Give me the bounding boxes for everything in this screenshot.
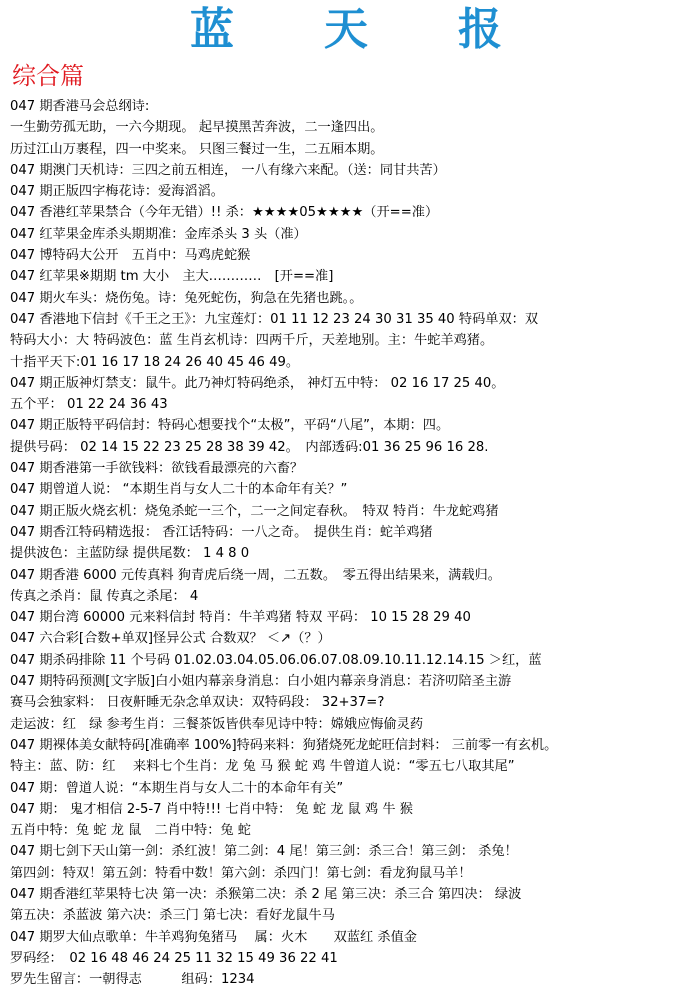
text-line: 第四剑：特双！第五剑：特看中数！第六剑：杀四门！第七剑：看龙狗鼠马羊！ (10, 865, 472, 881)
text-line: 047 期香港马会总纲诗: (10, 99, 150, 114)
text-line: 047 期曾道人说： “本期生肖与女人二十的本命年有关？” (10, 482, 348, 498)
text-line: 047 期火车头：烧伤兔。诗：兔死蛇伤，狗急在先猪也跳。。 (10, 290, 363, 306)
text-line: 047 期台湾 60000 元来料信封 特肖：牛羊鸡猪 特双 平码： 10 15 28 29 40 (10, 610, 471, 626)
text-line: 047 六合彩[合数+单双]怪异公式 合数双？ ＜↗（？） (10, 631, 331, 647)
text-line: 罗码经： 02 16 48 46 24 25 11 32 15 49 36 22 41 (10, 950, 338, 966)
text-line: 047 期正版特平码信封：特码心想要找个“太极”，平码“八尾”，本期：四。 (10, 418, 450, 434)
masthead-char-3: 报 (458, 4, 502, 55)
text-line: 第五决：杀蓝波 第六决：杀三门 第七决：看好龙鼠牛马 (10, 908, 335, 924)
text-line: 047 期：曾道人说：“本期生肖与女人二十的本命年有关” (10, 780, 344, 796)
newspaper-masthead (0, 4, 692, 56)
text-line: 047 期罗大仙点歌单：牛羊鸡狗兔猪马 属：火木 双蓝红 杀值金 (10, 929, 417, 945)
text-line: 五肖中特：兔 蛇 龙 鼠 二肖中特：兔 蛇 (10, 823, 251, 839)
text-line: 赛马会独家料： 日夜鼾睡无杂念单双诀：双特码段： 32+37=? (10, 695, 385, 711)
text-line: 一生勤劳孤无助，一六今期现。 起早摸黑苦奔波，二一逢四出。 (10, 120, 384, 136)
text-line: 十指平天下:01 16 17 18 24 26 40 45 46 49。 (10, 354, 300, 370)
text-line: 047 期澳门天机诗：三四之前五相连， 一八有缘六来配。（送：同甘共苦） (10, 162, 446, 178)
text-line: 047 期香港第一手欲钱料：欲钱看最漂亮的六畜？ (10, 461, 304, 477)
text-line: 047 期香江特码精选报： 香江话特码：一八之奇。 提供生肖：蛇羊鸡猪 (10, 524, 433, 540)
text-line: 047 期七剑下天山第一剑：杀红波！第二剑：4 尾！第三剑：杀三合！第三剑： 杀兔！ (10, 844, 518, 860)
text-line: 047 期香港 6000 元传真料 狗青虎后绕一周，二五数。 零五得出结果来，满载归。 (10, 567, 501, 583)
text-line: 047 期正版四字梅花诗：爱海滔滔。 (10, 184, 224, 200)
article-body (10, 96, 682, 990)
text-line: 047 红苹果金库杀头期期准：金库杀头 3 头（准） (10, 226, 307, 242)
masthead-char-2: 天 (324, 4, 368, 55)
text-line: 047 期香港红苹果特七决 第一决：杀猴第二决：杀 2 尾 第三决：杀三合 第四决： 绿波 (10, 886, 522, 902)
text-line: 047 期正版神灯禁支：鼠牛。此乃神灯特码绝杀， 神灯五中特： 02 16 17 25 40。 (10, 375, 505, 391)
text-line: 提供波色：主蓝防绿 提供尾数： 1 4 8 0 (10, 546, 250, 562)
text-line: 传真之杀肖：鼠 传真之杀尾： 4 (10, 588, 199, 604)
text-line: 特主：蓝、防：红 来料七个生肖：龙 兔 马 猴 蛇 鸡 牛曾道人说：“零五七八取其尾” (10, 759, 515, 775)
text-line: 五个平： 01 22 24 36 43 (10, 397, 168, 413)
text-line: 047 红苹果※期期 tm 大小 主大………… [开==准] (10, 269, 334, 285)
text-line: 047 期： 鬼才相信 2-5-7 肖中特!!! 七肖中特： 兔 蛇 龙 鼠 鸡 牛 猴 (10, 801, 413, 817)
text-line: 047 博特码大公开 五肖中：马鸡虎蛇猴 (10, 248, 251, 264)
text-line: 047 期裸体美女献特码[准确率 100%]特码来料：狗猪烧死龙蛇旺信封料： 三前零一有玄机。 (10, 737, 558, 753)
text-line: 提供号码： 02 14 15 22 23 25 28 38 39 42。 内部透码:01 36 25 96 16 28. (10, 439, 489, 455)
text-line: 047 期正版火烧玄机：烧兔杀蛇一三个，二一之间定春秋。 特双 特肖：牛龙蛇鸡猪 (10, 503, 499, 519)
text-line: 走运波：红 绿 参考生肖：三餐茶饭皆供奉见诗中特：嫦娥应悔偷灵药 (10, 716, 424, 732)
text-line: 特码大小：大 特码波色：蓝 生肖玄机诗：四两千斤，天差地别。主：牛蛇羊鸡猪。 (10, 333, 494, 349)
masthead-char-1: 蓝 (190, 4, 234, 55)
text-line: 罗先生留言：一朝得志 组码：1234 (10, 972, 255, 988)
text-line: 047 香港地下信封《千王之王》：九宝莲灯：01 11 12 23 24 30 31 35 40 特码单双：双 (10, 311, 539, 327)
text-line: 历过江山万裹程，四一中奖来。 只图三餐过一生，二五厢本期。 (10, 141, 384, 157)
text-line: 047 香港红苹果禁合（今年无错）!! 杀：★★★★05★★★★（开==准） (10, 205, 439, 221)
text-line: 047 期特码预测[文字版]白小姐内幕亲身消息：白小姐内幕亲身消息：若济叨陪圣主游 (10, 674, 512, 690)
section-heading: 综合篇 (12, 62, 84, 90)
text-line: 047 期杀码排除 11 个号码 01.02.03.04.05.06.06.07.08.09.10.11.12.14.15 ＞红，蓝 (10, 652, 542, 668)
